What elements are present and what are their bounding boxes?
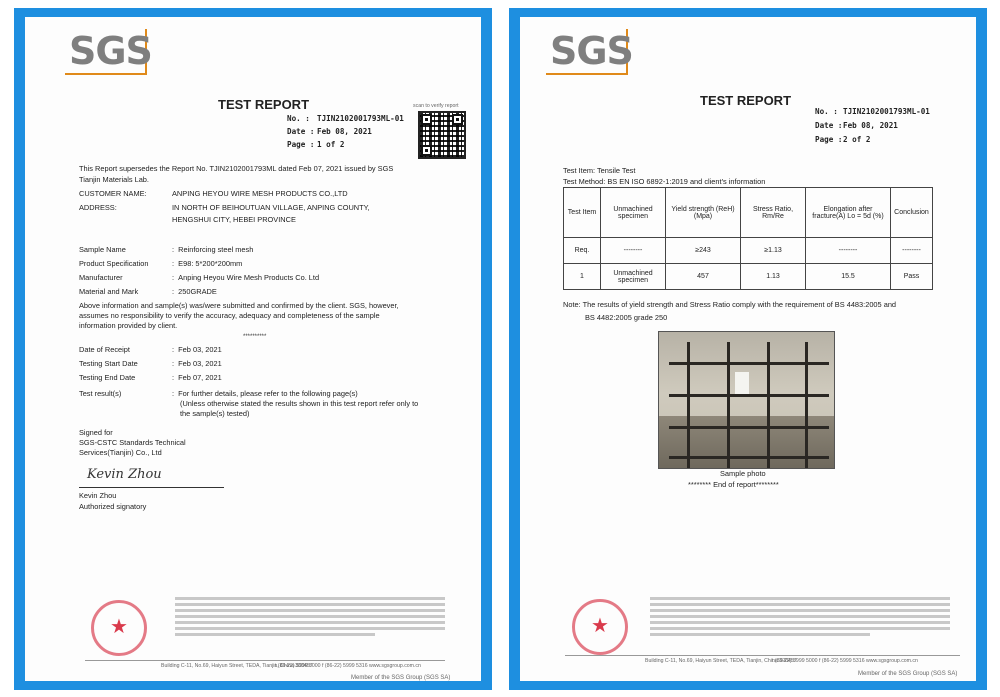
report-date: Feb 08, 2021 — [843, 121, 898, 130]
report-no: TJIN2102001793ML-01 — [317, 114, 404, 123]
test-item: Test Item: Tensile Test — [563, 166, 636, 175]
date-end-label: Testing End Date — [79, 373, 136, 382]
report-date: Feb 08, 2021 — [317, 127, 372, 136]
page-label: Page : — [815, 135, 843, 144]
date-label: Date : — [287, 127, 315, 136]
address-line1: IN NORTH OF BEIHOUTUAN VILLAGE, ANPING COUNTY, — [172, 203, 370, 212]
fine-print-block — [650, 633, 870, 636]
field-material-label: Material and Mark — [79, 287, 139, 296]
table-cell: ≥1.13 — [741, 238, 806, 264]
fine-print-block — [650, 597, 950, 600]
table-cell: 15.5 — [806, 264, 891, 290]
tensile-test-table — [563, 187, 933, 290]
qr-caption: scan to verify report — [413, 103, 459, 109]
fine-print-block — [175, 627, 445, 630]
table-header: Stress Ratio, Rm/Re — [741, 188, 806, 238]
note-line2: BS 4482:2005 grade 250 — [585, 313, 668, 322]
table-cell: 1 — [564, 264, 601, 290]
signer-title: Authorized signatory — [79, 502, 147, 511]
sample-photo — [658, 331, 835, 469]
page-label: Page : — [287, 140, 315, 149]
table-header: Test Item — [564, 188, 601, 238]
date-start-value: : Feb 03, 2021 — [172, 359, 222, 368]
disclaimer-line1: Above information and sample(s) was/were submitted and confirmed by the client. SGS, however, — [79, 301, 399, 310]
fine-print-block — [650, 627, 950, 630]
footer-contacts: t (86-22) 5999 5000 f (86-22) 5999 5316 www.sgsgroup.com.cn — [275, 663, 421, 669]
table-cell: -------- — [891, 238, 933, 264]
qr-code-icon — [418, 111, 466, 159]
field-manufacturer-label: Manufacturer — [79, 273, 123, 282]
signed-for-line3: Services(Tianjin) Co., Ltd — [79, 448, 162, 457]
separator-stars: ********** — [243, 334, 267, 340]
sgs-logo: SGS — [550, 29, 633, 73]
table-cell: Unmachined specimen — [601, 264, 666, 290]
fine-print-block — [650, 603, 950, 606]
field-material-value: : 250GRADE — [172, 287, 217, 296]
date-receipt-label: Date of Receipt — [79, 345, 130, 354]
table-header: Conclusion — [891, 188, 933, 238]
fine-print-block — [175, 597, 445, 600]
footer-rule — [85, 660, 445, 661]
supersede-note-line1: This Report supersedes the Report No. TJIN2102001793ML dated Feb 07, 2021 issued by SGS — [79, 164, 394, 173]
table-row — [564, 264, 933, 290]
signature: Kevin Zhou — [87, 467, 162, 482]
test-result-label: Test result(s) — [79, 389, 122, 398]
field-spec-label: Product Specification — [79, 259, 149, 268]
report-page-1 — [25, 17, 481, 681]
report-page-2 — [520, 17, 976, 681]
fine-print-block — [650, 621, 950, 624]
date-end-value: : Feb 07, 2021 — [172, 373, 222, 382]
field-spec-value: : E98: 5*200*200mm — [172, 259, 243, 268]
fine-print-block — [175, 615, 445, 618]
table-cell: 1.13 — [741, 264, 806, 290]
table-header: Elongation after fracture(A) Lo = 5d (%) — [806, 188, 891, 238]
date-start-label: Testing Start Date — [79, 359, 138, 368]
fine-print-block — [175, 603, 445, 606]
fine-print-block — [650, 609, 950, 612]
test-result-line2: (Unless otherwise stated the results shown in this test report refer only to — [180, 399, 419, 408]
fine-print-block — [175, 633, 375, 636]
fine-print-block — [175, 621, 445, 624]
test-method: Test Method: BS EN ISO 6892-1:2019 and client's information — [563, 177, 766, 186]
report-no: TJIN2102001793ML-01 — [843, 107, 930, 116]
footer-contacts: t (86-22) 5999 5000 f (86-22) 5999 5316 www.sgsgroup.com.cn — [772, 658, 918, 664]
table-cell: -------- — [806, 238, 891, 264]
report-page-1-frame — [14, 8, 492, 690]
sgs-logo: SGS — [69, 29, 152, 73]
photo-caption: Sample photo — [720, 469, 766, 478]
footer-member: Member of the SGS Group (SGS SA) — [351, 675, 451, 681]
supersede-note-line2: Tianjin Materials Lab. — [79, 175, 149, 184]
report-page-2-frame — [509, 8, 987, 690]
official-seal-icon: ★ — [572, 599, 628, 655]
page-title: TEST REPORT — [700, 93, 792, 108]
table-cell: ≥243 — [666, 238, 741, 264]
table-cell: Pass — [891, 264, 933, 290]
address-label: ADDRESS: — [79, 203, 117, 212]
report-no-label: No. : — [815, 107, 838, 116]
signature-line — [79, 487, 224, 488]
address-line2: HENGSHUI CITY, HEBEI PROVINCE — [172, 215, 296, 224]
customer-name: ANPING HEYOU WIRE MESH PRODUCTS CO.,LTD — [172, 189, 348, 198]
footer-member: Member of the SGS Group (SGS SA) — [858, 671, 958, 677]
footer-rule — [565, 655, 960, 656]
footer-address: Building C-11, No.69, Haiyun Street, TEDA, Tianjin, China 300457 — [161, 663, 313, 669]
table-header-row — [564, 188, 933, 238]
signer-name: Kevin Zhou — [79, 491, 117, 500]
table-cell: Req. — [564, 238, 601, 264]
test-result-line1: : For further details, please refer to the following page(s) — [172, 389, 358, 398]
end-of-report: ******** End of report******** — [688, 480, 779, 489]
page-number: 2 of 2 — [843, 135, 871, 144]
signed-for-line1: Signed for — [79, 428, 113, 437]
table-cell: -------- — [601, 238, 666, 264]
field-sample-name-value: : Reinforcing steel mesh — [172, 245, 254, 254]
table-header: Yield strength (ReH) (Mpa) — [666, 188, 741, 238]
table-header: Unmachined specimen — [601, 188, 666, 238]
date-label: Date : — [815, 121, 843, 130]
signed-for-line2: SGS-CSTC Standards Technical — [79, 438, 186, 447]
note-line1: Note: The results of yield strength and Stress Ratio comply with the requirement of BS 4483:2005 and — [563, 300, 897, 309]
page-title: TEST REPORT — [218, 97, 310, 112]
page-number: 1 of 2 — [317, 140, 345, 149]
footer-address: Building C-11, No.69, Haiyun Street, TEDA, Tianjin, China 300457 — [645, 658, 797, 664]
customer-label: CUSTOMER NAME: — [79, 189, 147, 198]
disclaimer-line3: information provided by client. — [79, 321, 178, 330]
test-result-line3: the sample(s) tested) — [180, 409, 250, 418]
field-sample-name-label: Sample Name — [79, 245, 126, 254]
table-row — [564, 238, 933, 264]
disclaimer-line2: assumes no responsibility to verify the accuracy, adequacy and completeness of the sample — [79, 311, 380, 320]
table-cell: 457 — [666, 264, 741, 290]
field-manufacturer-value: : Anping Heyou Wire Mesh Products Co. Ltd — [172, 273, 320, 282]
date-receipt-value: : Feb 03, 2021 — [172, 345, 222, 354]
fine-print-block — [175, 609, 445, 612]
official-seal-icon: ★ — [91, 600, 147, 656]
fine-print-block — [650, 615, 950, 618]
report-no-label: No. : — [287, 114, 310, 123]
